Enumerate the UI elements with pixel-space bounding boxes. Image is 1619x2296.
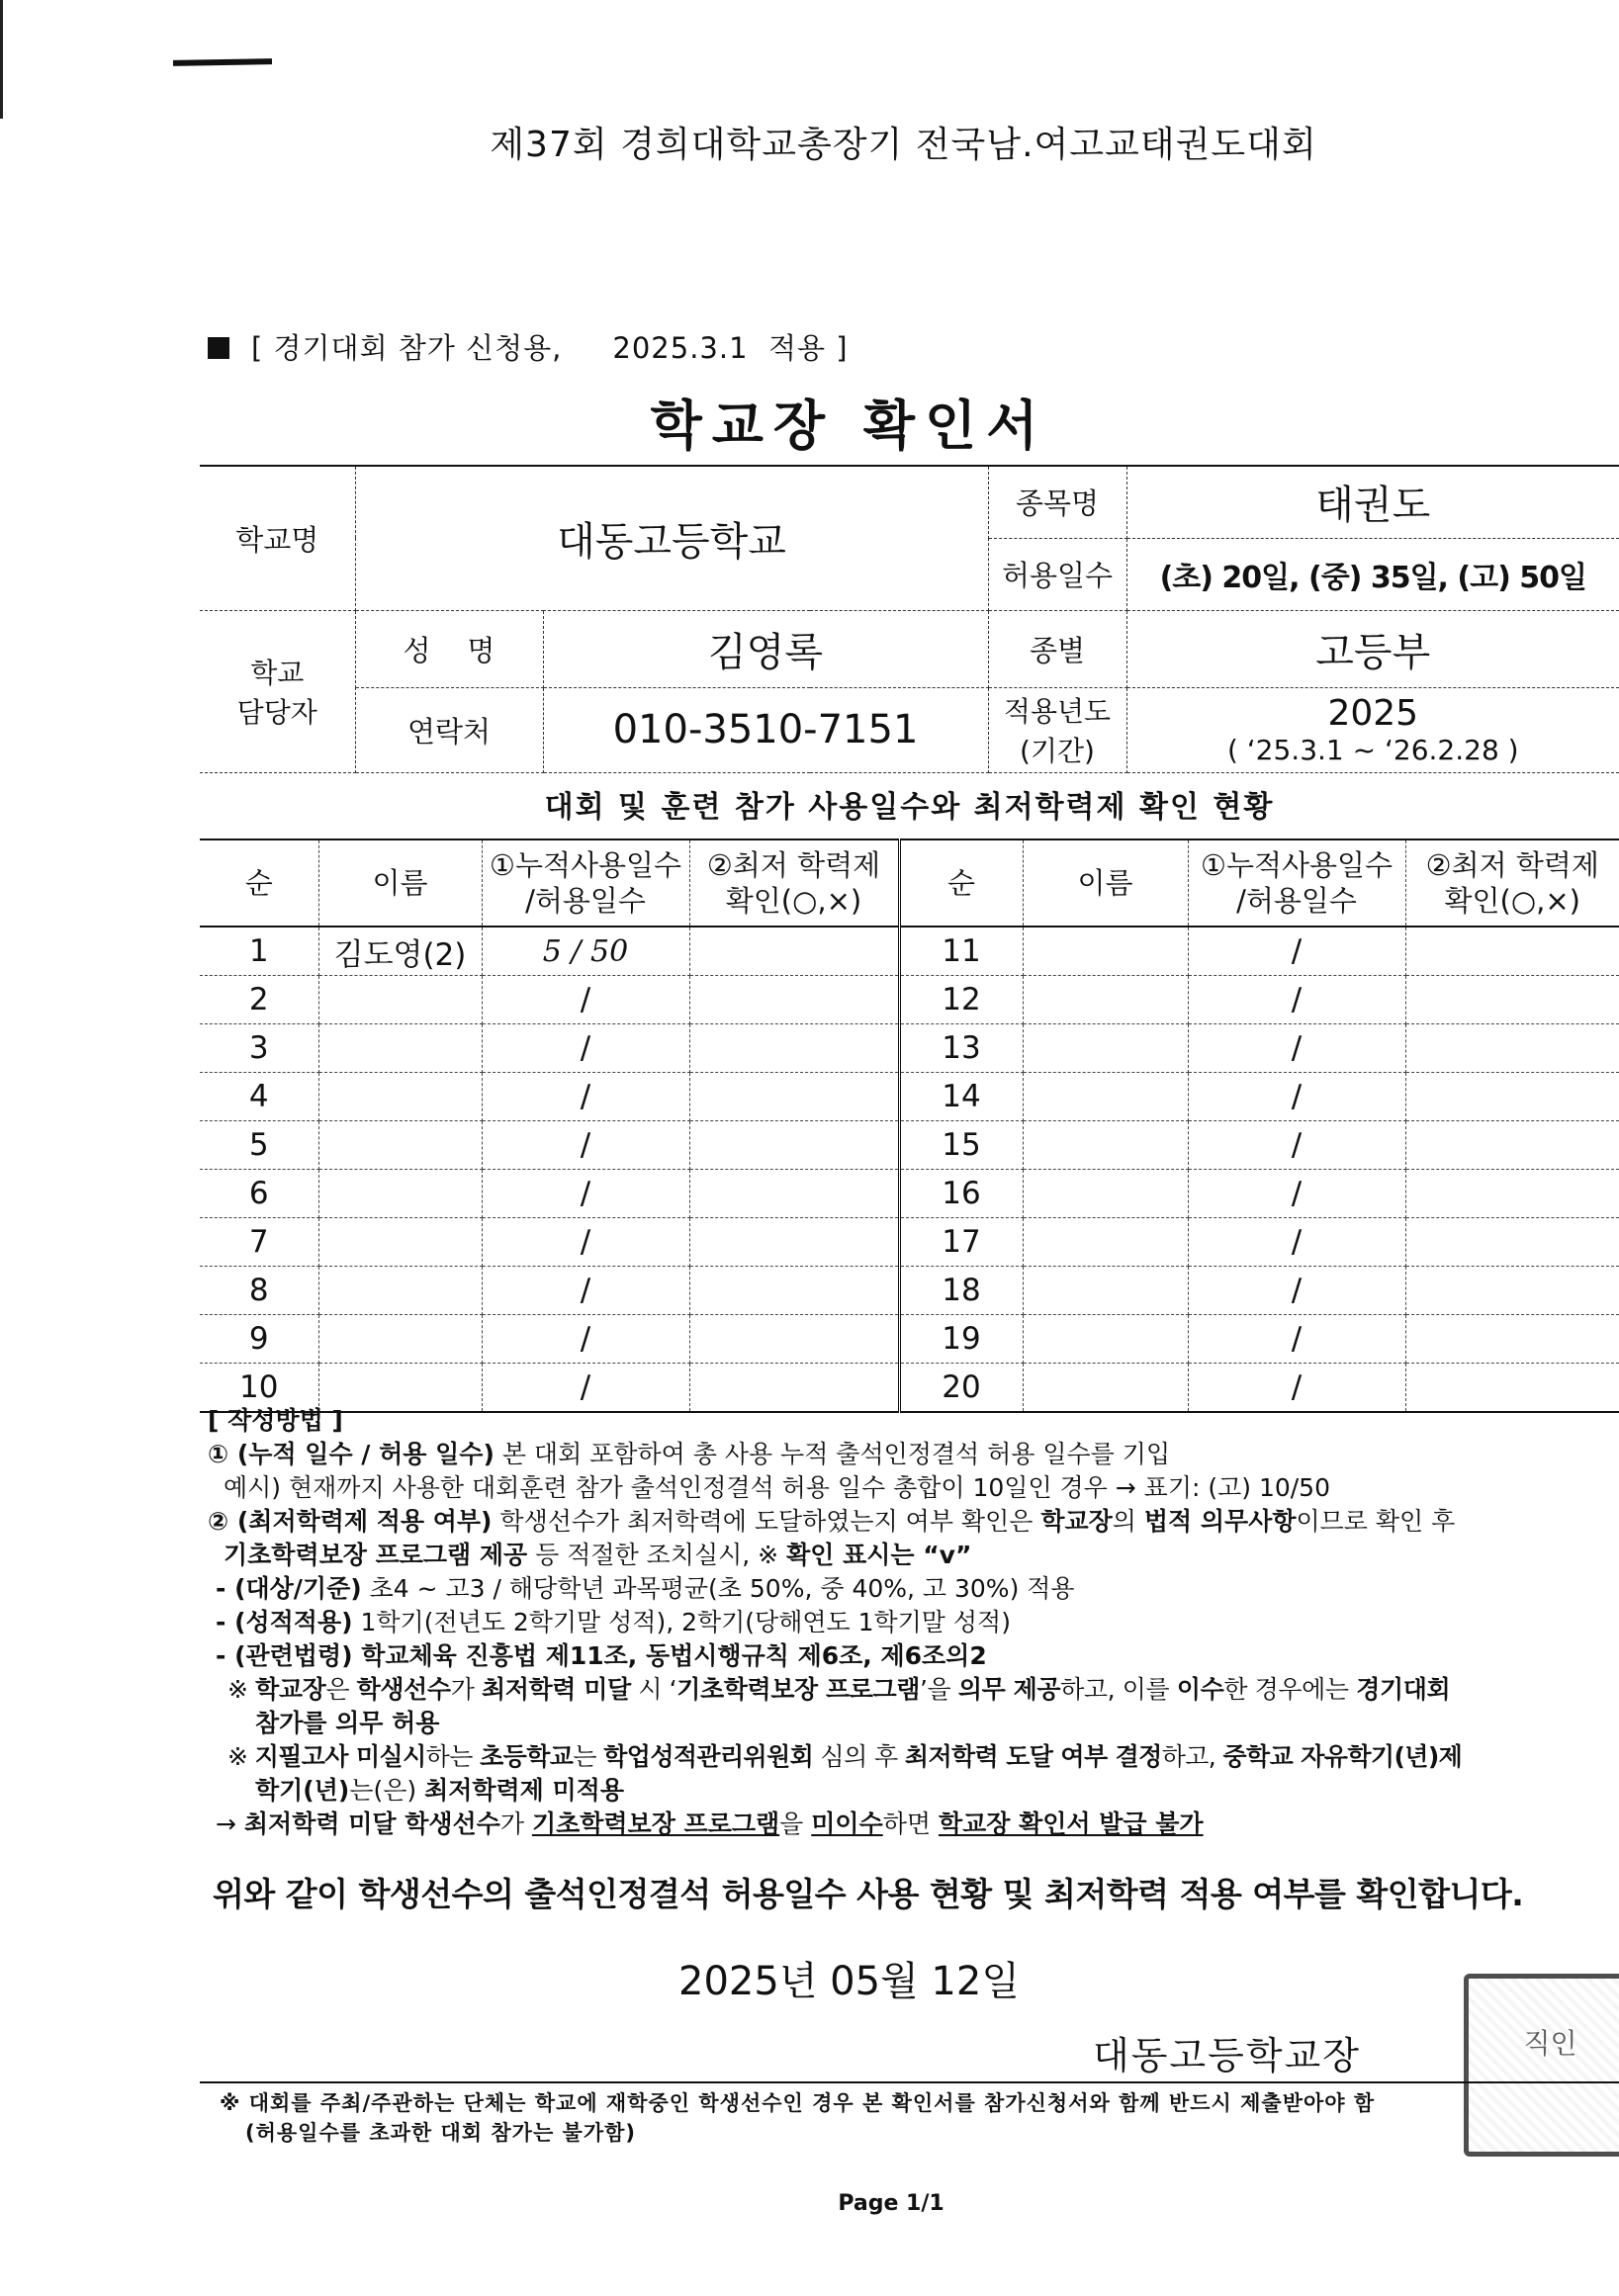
method-line-2: 예시) 현재까지 사용한 대회훈련 참가 출석인정결석 허용 일수 총합이 10일인 경우 → 표기: (고) 10/50 — [224, 1473, 1330, 1502]
row-name — [1023, 1267, 1188, 1315]
row-no: 9 — [200, 1315, 318, 1364]
method-line-1: ① (누적 일수 / 허용 일수) 본 대회 포함하여 총 사용 누적 출석인정결석 허용 일수를 기입 — [208, 1440, 1171, 1468]
method-title: [ 작성방법 ] — [208, 1406, 343, 1435]
row-no: 18 — [899, 1267, 1023, 1315]
header-academic-left — [689, 839, 899, 927]
notice-text: [ 경기대회 참가 신청용, 2025.3.1 적용 ] — [251, 331, 849, 365]
method-line-12: → 최저학력 미달 학생선수가 기초학력보장 프로그램을 미이수하면 학교장 확인서 발급 불가 — [216, 1810, 1204, 1838]
header-days-line-1: ①누적사용일수 — [1200, 847, 1394, 882]
row-check — [689, 1218, 899, 1267]
table-row — [200, 1073, 1619, 1121]
row-name — [1023, 927, 1188, 976]
row-days: / — [1188, 1024, 1405, 1073]
row-name — [1023, 1121, 1188, 1170]
row-no: 11 — [899, 927, 1023, 976]
row-name — [1023, 1170, 1188, 1218]
row-days: / — [482, 1218, 689, 1267]
section-title: 대회 및 훈련 참가 사용일수와 최저학력제 확인 현황 — [544, 790, 1275, 825]
row-name — [318, 1073, 482, 1121]
table-row — [200, 1267, 1619, 1315]
row-no: 5 — [200, 1121, 318, 1170]
scan-edge — [0, 0, 3, 119]
row-days: / — [482, 1024, 689, 1073]
row-check — [1405, 1170, 1619, 1218]
header-days-line-1: ①누적사용일수 — [489, 847, 682, 882]
row-name — [318, 976, 482, 1024]
doc-title: 학교장 확인서 — [650, 395, 1048, 457]
event-title: 제37회 경희대학교총장기 전국남.여고교태권도대회 — [490, 125, 1317, 165]
row-days: / — [1188, 1170, 1405, 1218]
row-check — [1405, 1267, 1619, 1315]
table-row — [200, 1170, 1619, 1218]
year-value: 2025 — [1327, 693, 1419, 734]
seal-text: 직인 — [1523, 2027, 1577, 2060]
row-name — [1023, 1024, 1188, 1073]
row-check — [689, 1024, 899, 1073]
row-no: 3 — [200, 1024, 318, 1073]
header-days-right — [1188, 839, 1405, 927]
row-days: / — [1188, 1218, 1405, 1267]
scan-mark — [173, 58, 272, 66]
header-no-left: 순 — [200, 839, 318, 927]
table-row — [200, 927, 1619, 976]
sport-value: 태권도 — [1126, 466, 1619, 538]
header-academic-right — [1405, 839, 1619, 927]
footnote-line-2: (허용일수를 초과한 대회 참가는 불가함) — [245, 2121, 637, 2145]
method-line-3: ② (최저학력제 적용 여부) 학생선수가 최저학력에 도달하였는지 여부 확인은 학교장의 법적 의무사항이므로 확인 후 — [208, 1507, 1456, 1536]
row-no: 17 — [899, 1218, 1023, 1267]
method-line-9: 참가를 의무 허용 — [255, 1709, 440, 1737]
school-value: 대동고등학교 — [355, 466, 988, 610]
row-no: 6 — [200, 1170, 318, 1218]
row-check — [1405, 976, 1619, 1024]
row-days: / — [1188, 927, 1405, 976]
row-days: / — [482, 1315, 689, 1364]
contact-label: 연락처 — [355, 687, 543, 772]
issue-date: 2025년 05월 12일 — [678, 1959, 1020, 2004]
row-name: 김도영(2) — [318, 927, 482, 976]
year-value-cell — [1126, 687, 1619, 772]
header-no-right: 순 — [899, 839, 1023, 927]
header-name-left: 이름 — [318, 839, 482, 927]
row-no: 20 — [899, 1364, 1023, 1413]
row-check — [1405, 927, 1619, 976]
method-line-8: ※ 학교장은 학생선수가 최저학력 미달 시 ‘기초학력보장 프로그램’을 의무 제공하고, 이를 이수한 경우에는 경기대회 — [227, 1675, 1451, 1704]
row-days: 5 / 50 — [482, 927, 689, 976]
row-days: / — [1188, 976, 1405, 1024]
header-academic-line-1: ②최저 학력제 — [706, 847, 881, 882]
row-check — [689, 976, 899, 1024]
method-line-10: ※ 지필고사 미실시하는 초등학교는 학업성적관리위원회 심의 후 최저학력 도달 여부 결정하고, 중학교 자유학기(년)제 — [227, 1742, 1463, 1771]
row-no: 14 — [899, 1073, 1023, 1121]
method-line-6: - (성적적용) 1학기(전년도 2학기말 성적), 2학기(당해연도 1학기말 성적) — [216, 1608, 1011, 1636]
row-days: / — [1188, 1073, 1405, 1121]
row-days: / — [482, 1267, 689, 1315]
usage-table — [200, 839, 1619, 1413]
row-check — [689, 1315, 899, 1364]
name-label: 성 명 — [355, 610, 543, 687]
allowed-value: (초) 20일, (중) 35일, (고) 50일 — [1126, 538, 1619, 610]
row-name — [318, 1218, 482, 1267]
row-days: / — [482, 1121, 689, 1170]
row-check — [689, 1121, 899, 1170]
footnote-line-1: ※ 대회를 주최/주관하는 단체는 학교에 재학중인 학생선수인 경우 본 확인서를 참가신청서와 함께 반드시 제출받아야 함 — [220, 2091, 1376, 2115]
header-days-line-2: /허용일수 — [525, 884, 646, 918]
header-academic-line-2: 확인(○,×) — [1444, 884, 1580, 918]
info-table — [200, 465, 1619, 773]
year-label-line-1: 적용년도 — [1003, 695, 1112, 728]
row-check — [1405, 1218, 1619, 1267]
row-check — [1405, 1121, 1619, 1170]
square-bullet-icon — [208, 337, 229, 359]
row-no: 8 — [200, 1267, 318, 1315]
row-check — [689, 1267, 899, 1315]
row-check — [689, 1073, 899, 1121]
row-check — [1405, 1073, 1619, 1121]
row-no: 16 — [899, 1170, 1023, 1218]
allowed-label: 허용일수 — [988, 538, 1126, 610]
division-value: 고등부 — [1126, 610, 1619, 687]
header-days-line-2: /허용일수 — [1236, 884, 1357, 918]
method-line-7: - (관련법령) 학교체육 진흥법 제11조, 동법시행규칙 제6조, 제6조의2 — [216, 1641, 987, 1670]
principal-name: 대동고등학교장 — [1093, 2034, 1361, 2077]
row-check — [689, 927, 899, 976]
row-days: / — [1188, 1364, 1405, 1413]
row-no: 13 — [899, 1024, 1023, 1073]
manager-label-line-2: 담당자 — [236, 696, 317, 729]
division-label: 종별 — [988, 610, 1126, 687]
method-line-5: - (대상/기준) 초4 ~ 고3 / 해당학년 과목평균(초 50%, 중 40%, 고 30%) 적용 — [216, 1574, 1075, 1603]
row-no: 10 — [200, 1364, 318, 1413]
table-row — [200, 976, 1619, 1024]
manager-label-line-1: 학교 — [250, 657, 305, 689]
row-name — [1023, 976, 1188, 1024]
writing-method — [208, 1404, 1612, 1841]
row-no: 7 — [200, 1218, 318, 1267]
table-row — [200, 1218, 1619, 1267]
row-name — [1023, 1315, 1188, 1364]
table-row — [200, 1024, 1619, 1073]
row-days: / — [1188, 1121, 1405, 1170]
footnote — [220, 2088, 1604, 2148]
sport-label: 종목명 — [988, 466, 1126, 538]
row-days: / — [482, 1364, 689, 1413]
header-name-right: 이름 — [1023, 839, 1188, 927]
method-line-4: 기초학력보장 프로그램 제공 등 적절한 조치실시, ※ 확인 표시는 “v” — [224, 1541, 972, 1569]
name-value: 김영록 — [543, 610, 988, 687]
table-row — [200, 1121, 1619, 1170]
row-name — [318, 1315, 482, 1364]
row-name — [1023, 1218, 1188, 1267]
table-row — [200, 1315, 1619, 1364]
row-days: / — [482, 1170, 689, 1218]
header-academic-line-1: ②최저 학력제 — [1425, 847, 1599, 882]
row-no: 19 — [899, 1315, 1023, 1364]
row-check — [689, 1170, 899, 1218]
year-period: ( ‘25.3.1 ~ ‘26.2.28 ) — [1226, 734, 1519, 766]
table-header-row — [200, 839, 1619, 927]
header-days-left — [482, 839, 689, 927]
year-label-line-2: (기간) — [1020, 735, 1095, 767]
row-days: / — [482, 1073, 689, 1121]
contact-value: 010-3510-7151 — [543, 687, 988, 772]
row-check — [1405, 1024, 1619, 1073]
manager-label — [200, 610, 355, 772]
row-name — [318, 1267, 482, 1315]
row-name — [318, 1121, 482, 1170]
row-no: 15 — [899, 1121, 1023, 1170]
row-no: 1 — [200, 927, 318, 976]
footer-divider — [200, 2081, 1619, 2083]
row-no: 4 — [200, 1073, 318, 1121]
row-days: / — [482, 976, 689, 1024]
row-name — [1023, 1073, 1188, 1121]
school-label: 학교명 — [200, 466, 355, 610]
page-number: Page 1/1 — [838, 2191, 944, 2216]
row-name — [318, 1024, 482, 1073]
year-label — [988, 687, 1126, 772]
row-no: 2 — [200, 976, 318, 1024]
row-days: / — [1188, 1267, 1405, 1315]
row-name — [318, 1170, 482, 1218]
method-line-11: 학기(년)는(은) 최저학력제 미적용 — [255, 1776, 624, 1805]
header-academic-line-2: 확인(○,×) — [725, 884, 862, 918]
row-check — [1405, 1315, 1619, 1364]
notice — [208, 326, 849, 367]
confirmation-statement: 위와 같이 학생선수의 출석인정결석 허용일수 사용 현황 및 최저학력 적용 여부를 확인합니다. — [213, 1875, 1524, 1913]
row-days: / — [1188, 1315, 1405, 1364]
row-no: 12 — [899, 976, 1023, 1024]
